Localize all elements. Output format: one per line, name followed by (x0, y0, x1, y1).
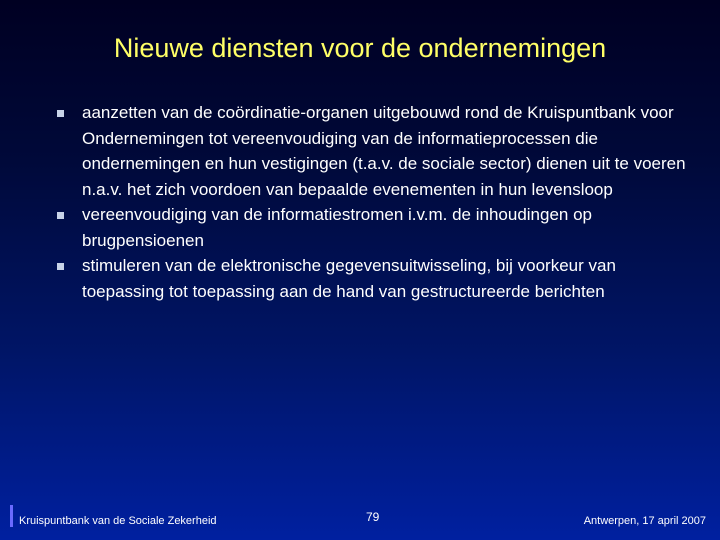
footer-organization: Kruispuntbank van de Sociale Zekerheid (19, 515, 217, 527)
square-bullet-icon (57, 263, 64, 270)
footer-place-date: Antwerpen, 17 april 2007 (583, 515, 706, 527)
bullet-list (54, 100, 694, 304)
square-bullet-icon (57, 110, 64, 117)
bullet-text: stimuleren van de elektronische gegevensuitwisseling, bij voorkeur van toepassing tot toepassing aan de hand van gestructureerde berichten (82, 256, 616, 301)
bullet-text: aanzetten van de coördinatie-organen uitgebouwd rond de Kruispuntbank voor Ondernemingen tot vereenvoudiging van de informatieprocessen die ondernemingen en hun vestigingen (t.a.v. de sociale sector) dienen uit te voeren n.a.v. het zich voordoen van bepaalde evenementen in hun levensloop (82, 103, 686, 199)
bullet-text: vereenvoudiging van de informatiestromen i.v.m. de inhoudingen op brugpensioenen (82, 205, 592, 250)
bullet-item (54, 202, 694, 253)
footer-accent-rule (10, 505, 13, 527)
slide-title: Nieuwe diensten voor de ondernemingen (113, 33, 607, 63)
square-bullet-icon (57, 212, 64, 219)
bullet-item (54, 100, 694, 202)
bullet-item (54, 253, 694, 304)
page-number: 79 (366, 510, 380, 524)
